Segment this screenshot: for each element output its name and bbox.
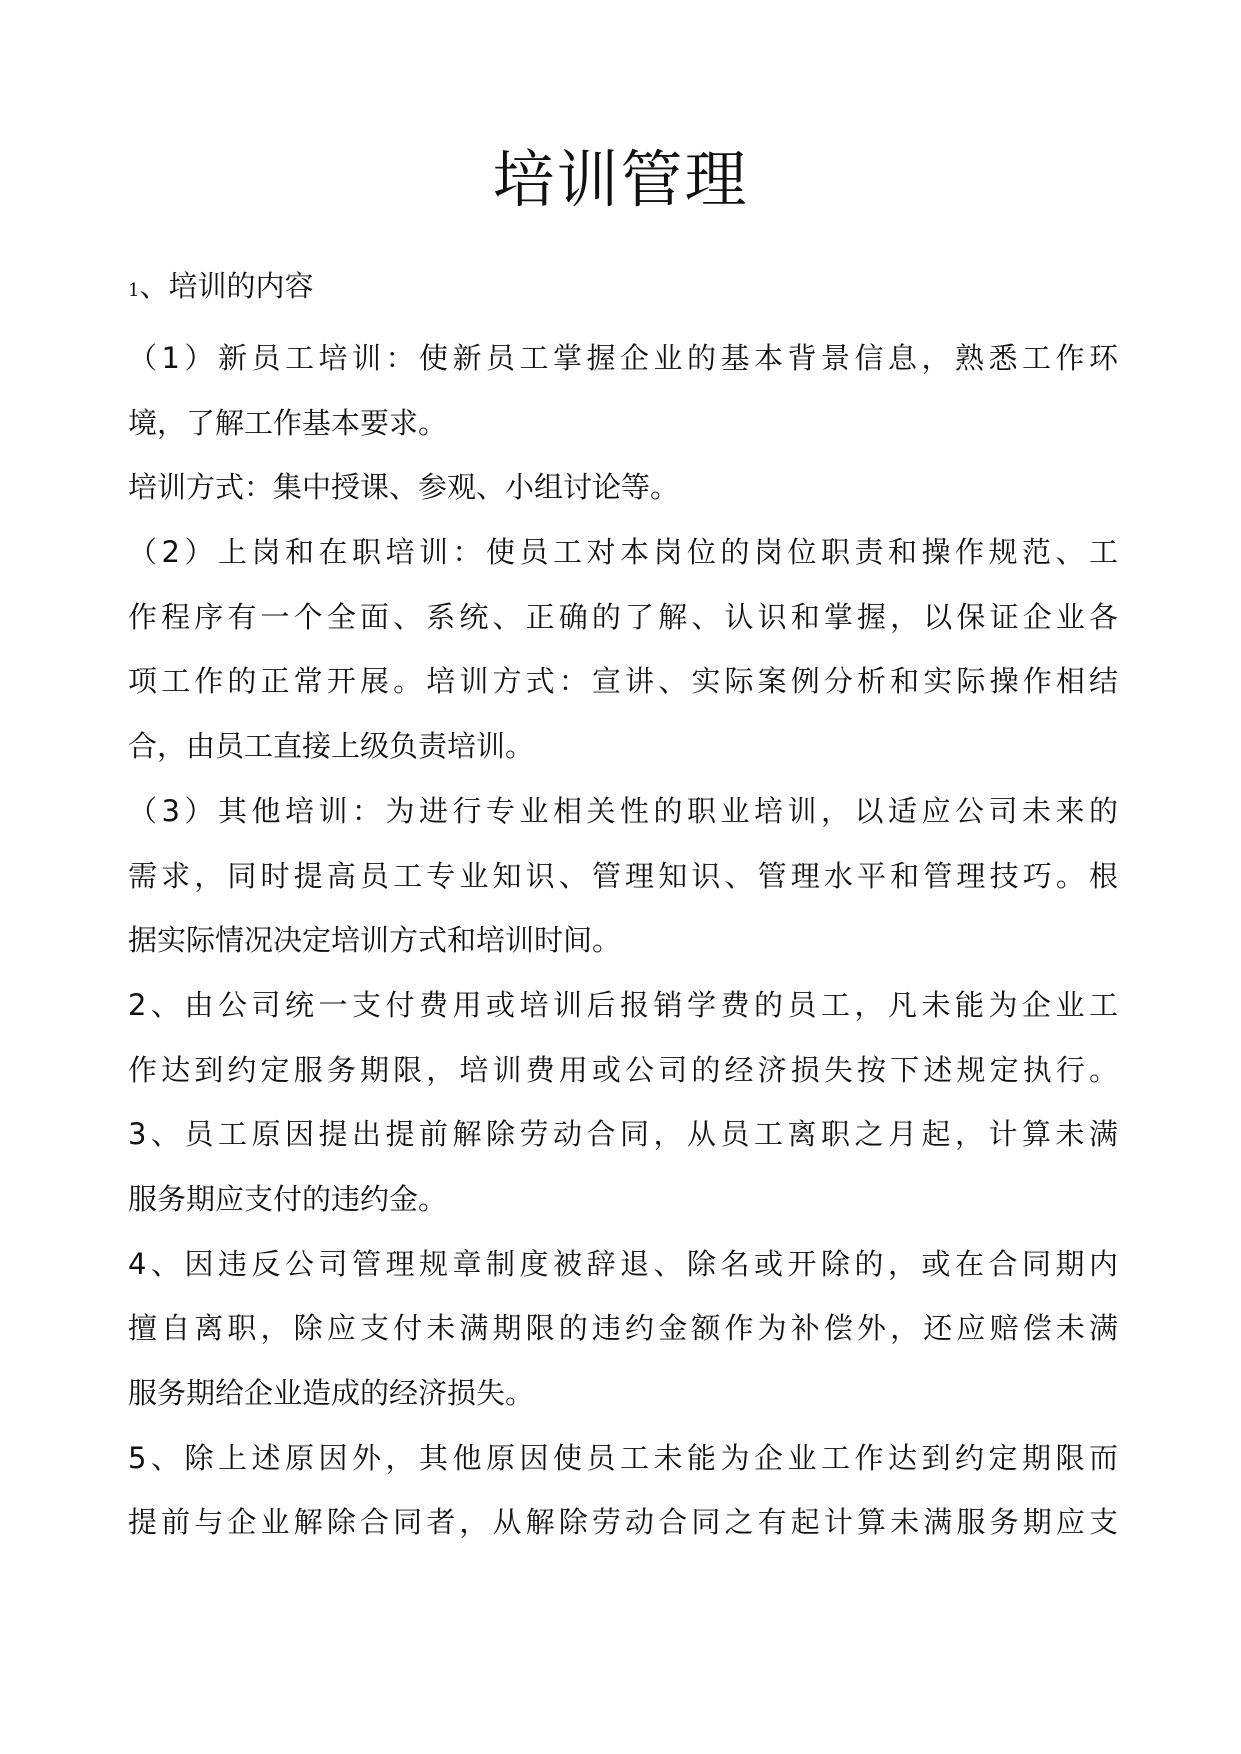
paragraph-line: 合，由员工直接上级负责培训。: [128, 729, 535, 764]
paragraph-line: 5、除上述原因外，其他原因使员工未能为企业工作达到约定期限而: [128, 1440, 1118, 1475]
paragraph-line: 项工作的正常开展。培训方式：宣讲、实际案例分析和实际操作相结: [128, 664, 1118, 699]
document-title: 培训管理: [492, 143, 749, 216]
section-heading-text: 、培训的内容: [139, 269, 314, 303]
paragraph-line: 4、因违反公司管理规章制度被辞退、除名或开除的，或在合同期内: [128, 1246, 1118, 1281]
paragraph-line: 3、员工原因提出提前解除劳动合同，从员工离职之月起，计算未满: [128, 1117, 1118, 1152]
paragraph-line: 境，了解工作基本要求。: [128, 405, 448, 440]
paragraph-line: 作达到约定服务期限，培训费用或公司的经济损失按下述规定执行。: [128, 1052, 1118, 1087]
paragraph-line: 作程序有一个全面、系统、正确的了解、认识和掌握，以保证企业各: [128, 599, 1118, 634]
paragraph-line: （1）新员工培训：使新员工掌握企业的基本背景信息，熟悉工作环: [128, 341, 1118, 375]
paragraph-line: 服务期应支付的违约金。: [128, 1181, 448, 1216]
paragraph-line: 据实际情况决定培训方式和培训时间。: [128, 923, 622, 958]
document-body: [128, 268, 1118, 1555]
paragraph-line: 培训方式：集中授课、参观、小组讨论等。: [128, 470, 680, 505]
paragraph-line: （2）上岗和在职培训：使员工对本岗位的岗位职责和操作规范、工: [128, 535, 1118, 570]
section-number: 1: [128, 280, 140, 301]
paragraph-line: 2、由公司统一支付费用或培训后报销学费的员工，凡未能为企业工: [128, 987, 1118, 1022]
paragraph-line: 擅自离职，除应支付未满期限的违约金额作为补偿外，还应赔偿未满: [128, 1311, 1118, 1346]
paragraph-line: 服务期给企业造成的经济损失。: [128, 1376, 535, 1410]
paragraph-line: 需求，同时提高员工专业知识、管理知识、管理水平和管理技巧。根: [128, 858, 1118, 893]
section-heading: [128, 268, 1118, 304]
paragraph-line: （3）其他培训：为进行专业相关性的职业培训，以适应公司未来的: [128, 793, 1118, 828]
paragraph-line: 提前与企业解除合同者，从解除劳动合同之有起计算未满服务期应支: [128, 1505, 1118, 1540]
